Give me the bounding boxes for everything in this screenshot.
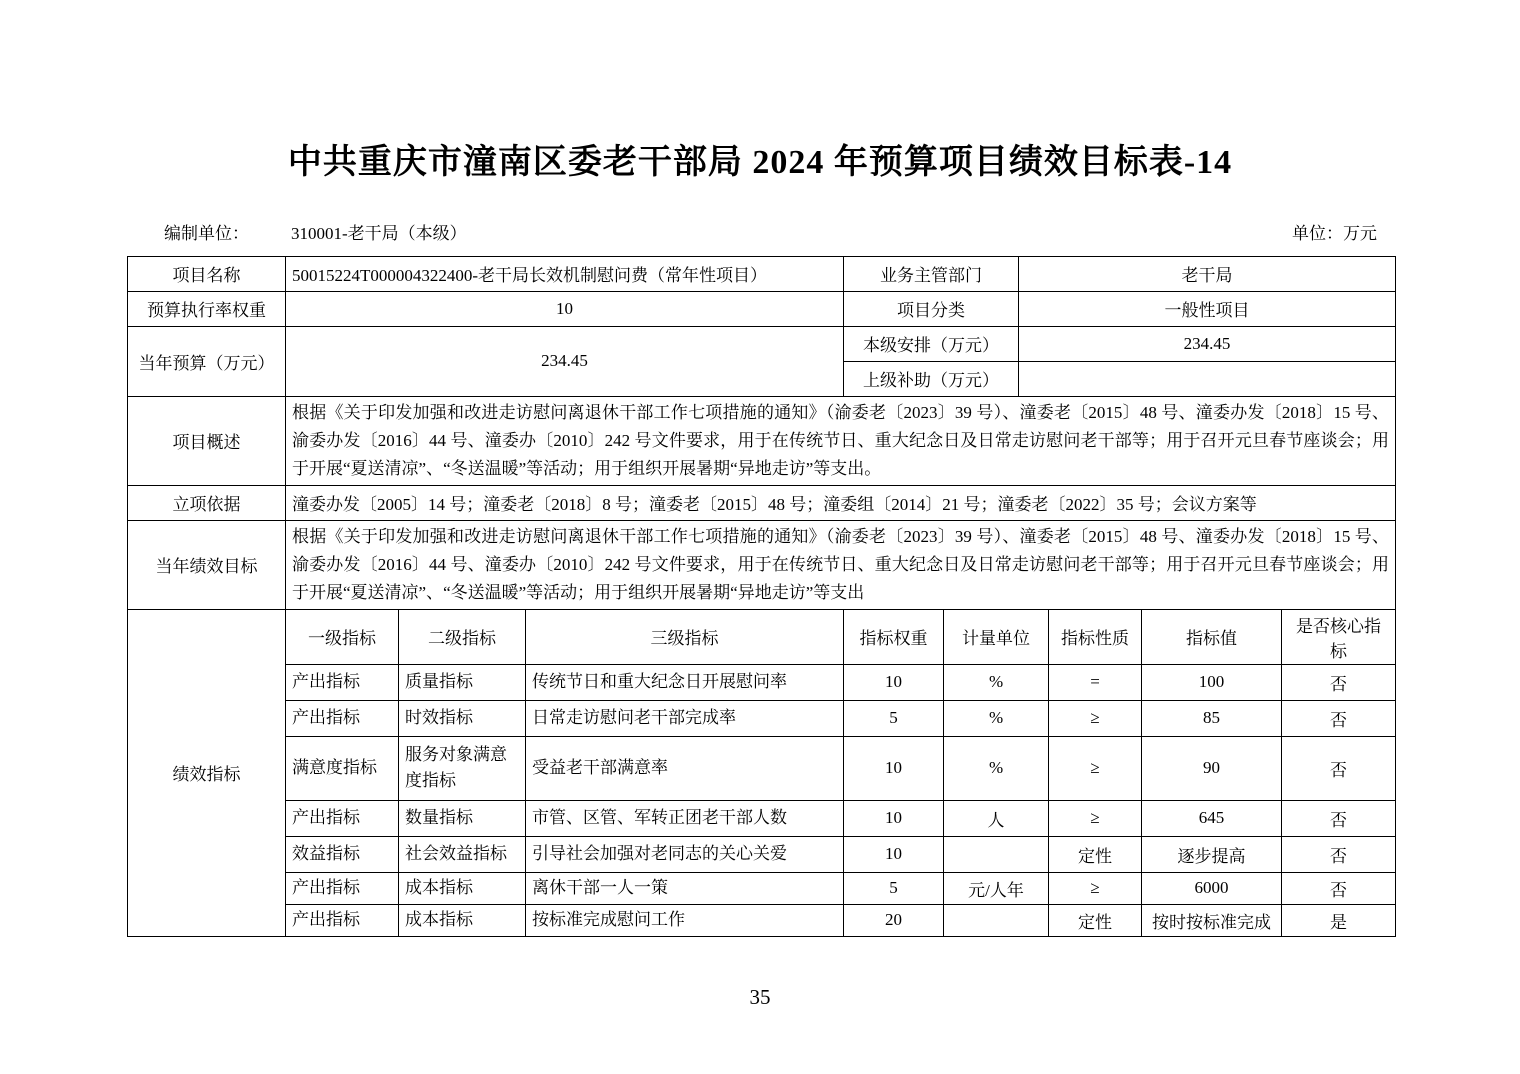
indicator-cell: 90 (1142, 736, 1282, 800)
indicator-cell: 按时按标准完成 (1142, 904, 1282, 936)
row-exec-rate (128, 291, 1396, 326)
header-weight: 指标权重 (844, 609, 944, 664)
indicator-cell: 按标准完成慰问工作 (526, 904, 844, 936)
header-level2: 二级指标 (399, 609, 526, 664)
subsidy-value (1019, 361, 1396, 396)
header-value: 指标值 (1142, 609, 1282, 664)
indicator-row (128, 664, 1396, 700)
budget-value: 234.45 (286, 326, 844, 396)
indicator-cell: 元/人年 (944, 872, 1049, 904)
exec-rate-label: 预算执行率权重 (128, 291, 286, 326)
indicator-cell: 否 (1282, 872, 1396, 904)
indicator-cell: 6000 (1142, 872, 1282, 904)
row-overview (128, 396, 1396, 485)
indicator-cell: % (944, 664, 1049, 700)
indicator-cell: 10 (844, 736, 944, 800)
indicator-cell: 产出指标 (286, 700, 399, 736)
indicator-cell: 否 (1282, 800, 1396, 836)
dept-value: 老干局 (1019, 256, 1396, 291)
indicator-cell: 日常走访慰问老干部完成率 (526, 700, 844, 736)
indicator-cell: ≥ (1049, 800, 1142, 836)
category-value: 一般性项目 (1019, 291, 1396, 326)
indicator-cell: 产出指标 (286, 664, 399, 700)
indicator-cell: ≥ (1049, 700, 1142, 736)
indicator-cell: 10 (844, 836, 944, 872)
indicator-cell: 效益指标 (286, 836, 399, 872)
subsidy-label: 上级补助（万元） (844, 361, 1019, 396)
local-value: 234.45 (1019, 326, 1396, 361)
indicator-cell: 否 (1282, 736, 1396, 800)
indicator-cell: 定性 (1049, 836, 1142, 872)
row-budget-local (128, 326, 1396, 361)
indicators-section-label: 绩效指标 (128, 609, 286, 936)
indicator-cell: 成本指标 (399, 904, 526, 936)
document-content (127, 219, 1395, 937)
indicator-row (128, 836, 1396, 872)
indicator-cell: 满意度指标 (286, 736, 399, 800)
indicator-cell: 否 (1282, 836, 1396, 872)
indicator-cell: 人 (944, 800, 1049, 836)
indicator-cell: = (1049, 664, 1142, 700)
indicator-cell: 产出指标 (286, 904, 399, 936)
basis-label: 立项依据 (128, 485, 286, 520)
indicator-cell: ≥ (1049, 872, 1142, 904)
row-project-name (128, 256, 1396, 291)
indicator-cell: 产出指标 (286, 872, 399, 904)
indicator-row (128, 700, 1396, 736)
overview-label: 项目概述 (128, 396, 286, 485)
indicator-cell: 否 (1282, 700, 1396, 736)
budget-performance-table (127, 256, 1396, 937)
prepared-by-label: 编制单位： (164, 223, 249, 243)
indicator-cell: 10 (844, 800, 944, 836)
indicator-cell (944, 904, 1049, 936)
prepared-by (127, 219, 467, 244)
indicator-cell: 成本指标 (399, 872, 526, 904)
indicator-cell: 市管、区管、军转正团老干部人数 (526, 800, 844, 836)
indicator-cell: 引导社会加强对老同志的关心关爱 (526, 836, 844, 872)
indicator-cell: 逐步提高 (1142, 836, 1282, 872)
header-level3: 三级指标 (526, 609, 844, 664)
page-number: 35 (749, 984, 771, 1009)
indicator-cell: 服务对象满意度指标 (399, 736, 526, 800)
indicator-cell: 5 (844, 700, 944, 736)
header-core: 是否核心指标 (1282, 609, 1396, 664)
indicator-row (128, 904, 1396, 936)
project-name-value: 50015224T000004322400-老干局长效机制慰问费（常年性项目） (286, 256, 844, 291)
goal-label: 当年绩效目标 (128, 520, 286, 609)
category-label: 项目分类 (844, 291, 1019, 326)
page-title: 中共重庆市潼南区委老干部局 2024 年预算项目绩效目标表-14 (287, 144, 1233, 181)
indicator-cell: 离休干部一人一策 (526, 872, 844, 904)
indicator-cell: 传统节日和重大纪念日开展慰问率 (526, 664, 844, 700)
indicator-cell: 20 (844, 904, 944, 936)
unit-label: 单位：万元 (1292, 223, 1377, 243)
indicator-header-row (128, 609, 1396, 664)
indicator-cell: 数量指标 (399, 800, 526, 836)
indicator-cell: 否 (1282, 664, 1396, 700)
indicator-cell: % (944, 736, 1049, 800)
header-nature: 指标性质 (1049, 609, 1142, 664)
indicator-cell: 社会效益指标 (399, 836, 526, 872)
header-level1: 一级指标 (286, 609, 399, 664)
header-unit: 计量单位 (944, 609, 1049, 664)
meta-row (127, 219, 1395, 244)
local-label: 本级安排（万元） (844, 326, 1019, 361)
indicator-cell: 是 (1282, 904, 1396, 936)
indicator-cell: 定性 (1049, 904, 1142, 936)
indicator-row (128, 800, 1396, 836)
indicator-cell: ≥ (1049, 736, 1142, 800)
indicator-cell (944, 836, 1049, 872)
exec-rate-value: 10 (286, 291, 844, 326)
indicator-cell: 85 (1142, 700, 1282, 736)
goal-text: 根据《关于印发加强和改进走访慰问离退休干部工作七项措施的通知》（渝委老〔2023〕39 号）、潼委老〔2015〕48 号、潼委办发〔2018〕15 号、渝委办发〔2016〕44 号、潼委办〔2010〕242 号文件要求，用于在传统节日、重大纪念日及日常走访慰问老干部等；用于召开元旦春节座谈会；用于开展“夏送清凉”、“冬送温暖”等活动；用于组织开展暑期“异地走访”等支出 (286, 520, 1396, 609)
indicator-cell: 5 (844, 872, 944, 904)
budget-label: 当年预算（万元） (128, 326, 286, 396)
basis-text: 潼委办发〔2005〕14 号；潼委老〔2018〕8 号；潼委老〔2015〕48 号；潼委组〔2014〕21 号；潼委老〔2022〕35 号；会议方案等 (286, 485, 1396, 520)
dept-label: 业务主管部门 (844, 256, 1019, 291)
indicator-cell: 10 (844, 664, 944, 700)
indicator-cell: 产出指标 (286, 800, 399, 836)
indicator-cell: % (944, 700, 1049, 736)
indicator-cell: 质量指标 (399, 664, 526, 700)
indicator-cell: 时效指标 (399, 700, 526, 736)
prepared-by-value: 310001-老干局（本级） (291, 223, 467, 243)
row-basis (128, 485, 1396, 520)
project-name-label: 项目名称 (128, 256, 286, 291)
indicator-cell: 受益老干部满意率 (526, 736, 844, 800)
indicator-cell: 645 (1142, 800, 1282, 836)
row-goal (128, 520, 1396, 609)
indicator-cell: 100 (1142, 664, 1282, 700)
indicator-row (128, 736, 1396, 800)
overview-text: 根据《关于印发加强和改进走访慰问离退休干部工作七项措施的通知》（渝委老〔2023〕39 号）、潼委老〔2015〕48 号、潼委办发〔2018〕15 号、渝委办发〔2016〕44 号、潼委办〔2010〕242 号文件要求，用于在传统节日、重大纪念日及日常走访慰问老干部等；用于召开元旦春节座谈会；用于开展“夏送清凉”、“冬送温暖”等活动；用于组织开展暑期“异地走访”等支出。 (286, 396, 1396, 485)
indicator-row (128, 872, 1396, 904)
